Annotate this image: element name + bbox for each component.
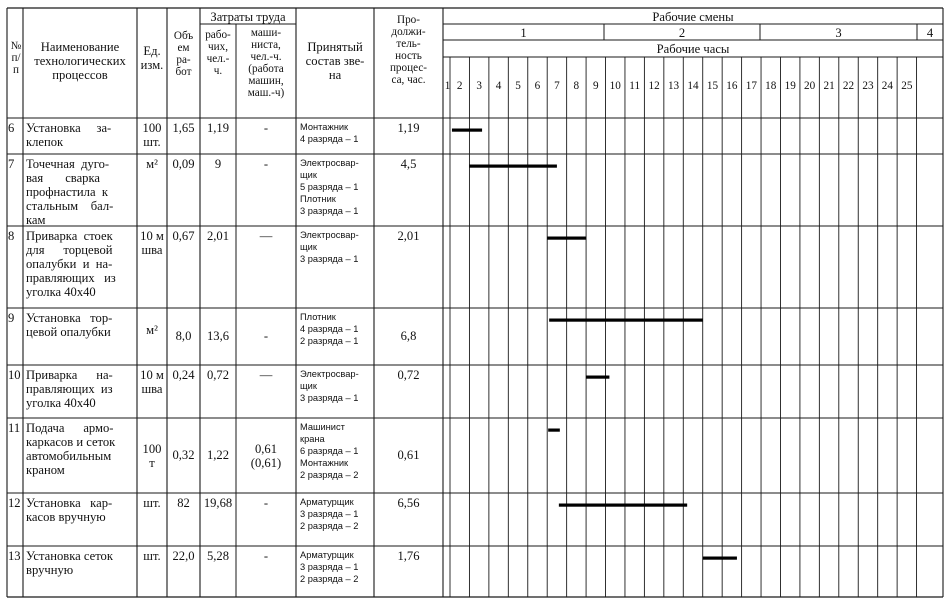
row-labor-machinists: 0,61 (0,61) [250, 441, 282, 470]
row-duration: 0,61 [397, 447, 420, 462]
row-number: 6 [8, 121, 15, 135]
hour-label: 16 [726, 80, 738, 92]
header-labor-machinists: маши- ниста, чел.-ч. (работа машин, маш.-ч) [247, 27, 285, 100]
row-labor-machinists: - [263, 328, 269, 343]
hour-label: 18 [765, 80, 777, 92]
header-crew: Принятый состав зве- на [305, 40, 365, 83]
hour-label: 13 [667, 80, 680, 92]
row-unit: 10 м шва [140, 368, 164, 397]
row-number: 10 [8, 368, 21, 382]
row-crew: Электросвар- щик 3 разряда – 1 [300, 230, 359, 265]
hour-label: 14 [687, 80, 699, 92]
row-crew: Монтажник 4 разряда – 1 [300, 122, 359, 145]
header-volume: Объ ем ра- бот [173, 30, 194, 79]
hour-label: 8 [573, 80, 580, 92]
row-unit: м² [146, 157, 158, 171]
hour-label: 20 [804, 80, 816, 92]
gantt-bar [452, 129, 482, 132]
header-hours-title: Рабочие часы [656, 42, 730, 56]
row-process-name: Установка тор- цевой опалубки [26, 311, 113, 340]
hour-label: 11 [629, 80, 641, 92]
row-unit: 10 м шва [140, 229, 164, 258]
row-labor-machinists: — [259, 229, 273, 243]
row-number: 8 [8, 229, 15, 243]
row-unit: 100 т [142, 441, 162, 470]
row-labor-workers: 0,72 [206, 368, 230, 382]
gantt-bar [559, 504, 687, 507]
row-duration: 0,72 [397, 368, 420, 382]
shift-number: 1 [520, 26, 527, 40]
row-unit: 100 шт. [142, 121, 162, 150]
row-duration: 1,19 [397, 121, 420, 135]
header-unit: Ед. изм. [140, 44, 164, 73]
row-volume: 0,24 [172, 368, 195, 382]
hour-label: 6 [534, 80, 541, 92]
row-volume: 0,67 [172, 229, 195, 243]
row-unit: шт. [143, 496, 161, 510]
header-labor-group: Затраты труда [210, 10, 286, 24]
row-crew: Электросвар- щик 5 разряда – 1 Плотник 3 разряда – 1 [300, 158, 359, 217]
row-process-name: Приварка на- правляющих из уголка 40х40 [26, 368, 113, 411]
hour-label: 5 [515, 80, 521, 92]
row-number: 9 [8, 311, 15, 325]
hour-label: 17 [745, 80, 757, 92]
shift-number: 2 [678, 26, 686, 40]
row-labor-workers: 9 [214, 157, 222, 171]
gantt-bar [469, 165, 556, 168]
hour-label: 9 [593, 80, 599, 92]
row-crew: Электросвар- щик 3 разряда – 1 [300, 369, 359, 404]
row-volume: 0,32 [172, 447, 195, 462]
row-duration: 2,01 [397, 229, 420, 243]
row-duration: 6,56 [397, 496, 420, 510]
row-process-name: Приварка стоек для торцевой опалубки и на- правляющих из уголка 40х40 [26, 229, 116, 300]
gantt-bar [586, 376, 609, 379]
row-crew: Машинист крана 6 разряда – 1 Монтажник 2 разряда – 2 [300, 422, 359, 481]
row-crew: Плотник 4 разряда – 1 2 разряда – 1 [300, 312, 359, 347]
hour-label: 7 [554, 80, 560, 92]
hour-label: 23 [862, 80, 874, 92]
row-unit: шт. [143, 549, 161, 563]
row-labor-machinists: - [263, 157, 269, 171]
header-num: № п/ п [10, 40, 22, 77]
row-labor-machinists: — [259, 368, 273, 382]
row-labor-workers: 1,22 [206, 447, 230, 462]
row-volume: 22,0 [172, 549, 195, 563]
row-labor-machinists: - [263, 496, 269, 510]
row-labor-workers: 1,19 [206, 121, 230, 135]
row-number: 11 [8, 421, 21, 435]
row-labor-workers: 5,28 [206, 549, 230, 563]
row-number: 13 [8, 549, 21, 563]
hour-label: 10 [609, 80, 621, 92]
row-crew: Арматурщик 3 разряда – 1 2 разряда – 2 [300, 497, 359, 532]
row-process-name: Подача армо- каркасов и сеток автомобильным краном [26, 421, 116, 478]
row-volume: 8,0 [175, 328, 192, 343]
hour-label: 24 [881, 80, 893, 92]
row-process-name: Точечная дуго- вая сварка профнастила к стальным бал- кам [26, 157, 114, 228]
row-number: 12 [8, 496, 21, 510]
gantt-bar [547, 237, 586, 240]
row-labor-workers: 2,01 [206, 229, 230, 243]
hour-label: 19 [784, 80, 796, 92]
header-shifts-title: Рабочие смены [652, 10, 734, 24]
row-process-name: Установка сеток вручную [26, 549, 113, 578]
header-duration: Про- должи- тель- ность процес- са, час. [389, 14, 428, 87]
row-number: 7 [8, 157, 15, 171]
row-labor-machinists: - [263, 121, 269, 135]
gantt-bar [548, 429, 560, 432]
hour-label: 3 [476, 80, 482, 92]
row-duration: 6,8 [400, 328, 417, 343]
hour-label: 15 [706, 80, 719, 92]
hour-label: 25 [901, 80, 913, 92]
row-labor-machinists: - [263, 549, 269, 563]
row-volume: 1,65 [172, 121, 195, 135]
shift-number: 3 [835, 26, 842, 40]
gantt-bar [703, 557, 737, 560]
hour-label: 4 [495, 80, 502, 92]
row-unit: м² [146, 322, 158, 337]
row-process-name: Установка кар- касов вручную [26, 496, 113, 525]
gantt-bar [549, 319, 703, 322]
header-name: Наименование технологических процессов [34, 40, 126, 83]
row-duration: 4,5 [400, 157, 417, 171]
row-volume: 82 [177, 496, 190, 510]
row-volume: 0,09 [172, 157, 195, 171]
row-duration: 1,76 [397, 549, 420, 563]
hour-label: 21 [823, 80, 835, 92]
hour-label: 1 [444, 80, 451, 92]
row-crew: Арматурщик 3 разряда – 1 2 разряда – 2 [300, 550, 359, 585]
row-labor-workers: 13,6 [206, 328, 230, 343]
hour-label: 22 [842, 80, 855, 92]
shift-number: 4 [926, 26, 934, 40]
row-labor-workers: 19,68 [203, 496, 233, 510]
row-process-name: Установка за- клепок [26, 121, 112, 150]
hour-label: 2 [456, 80, 463, 92]
header-labor-workers: рабо- чих, чел.- ч. [205, 29, 231, 78]
hour-label: 12 [648, 80, 660, 92]
